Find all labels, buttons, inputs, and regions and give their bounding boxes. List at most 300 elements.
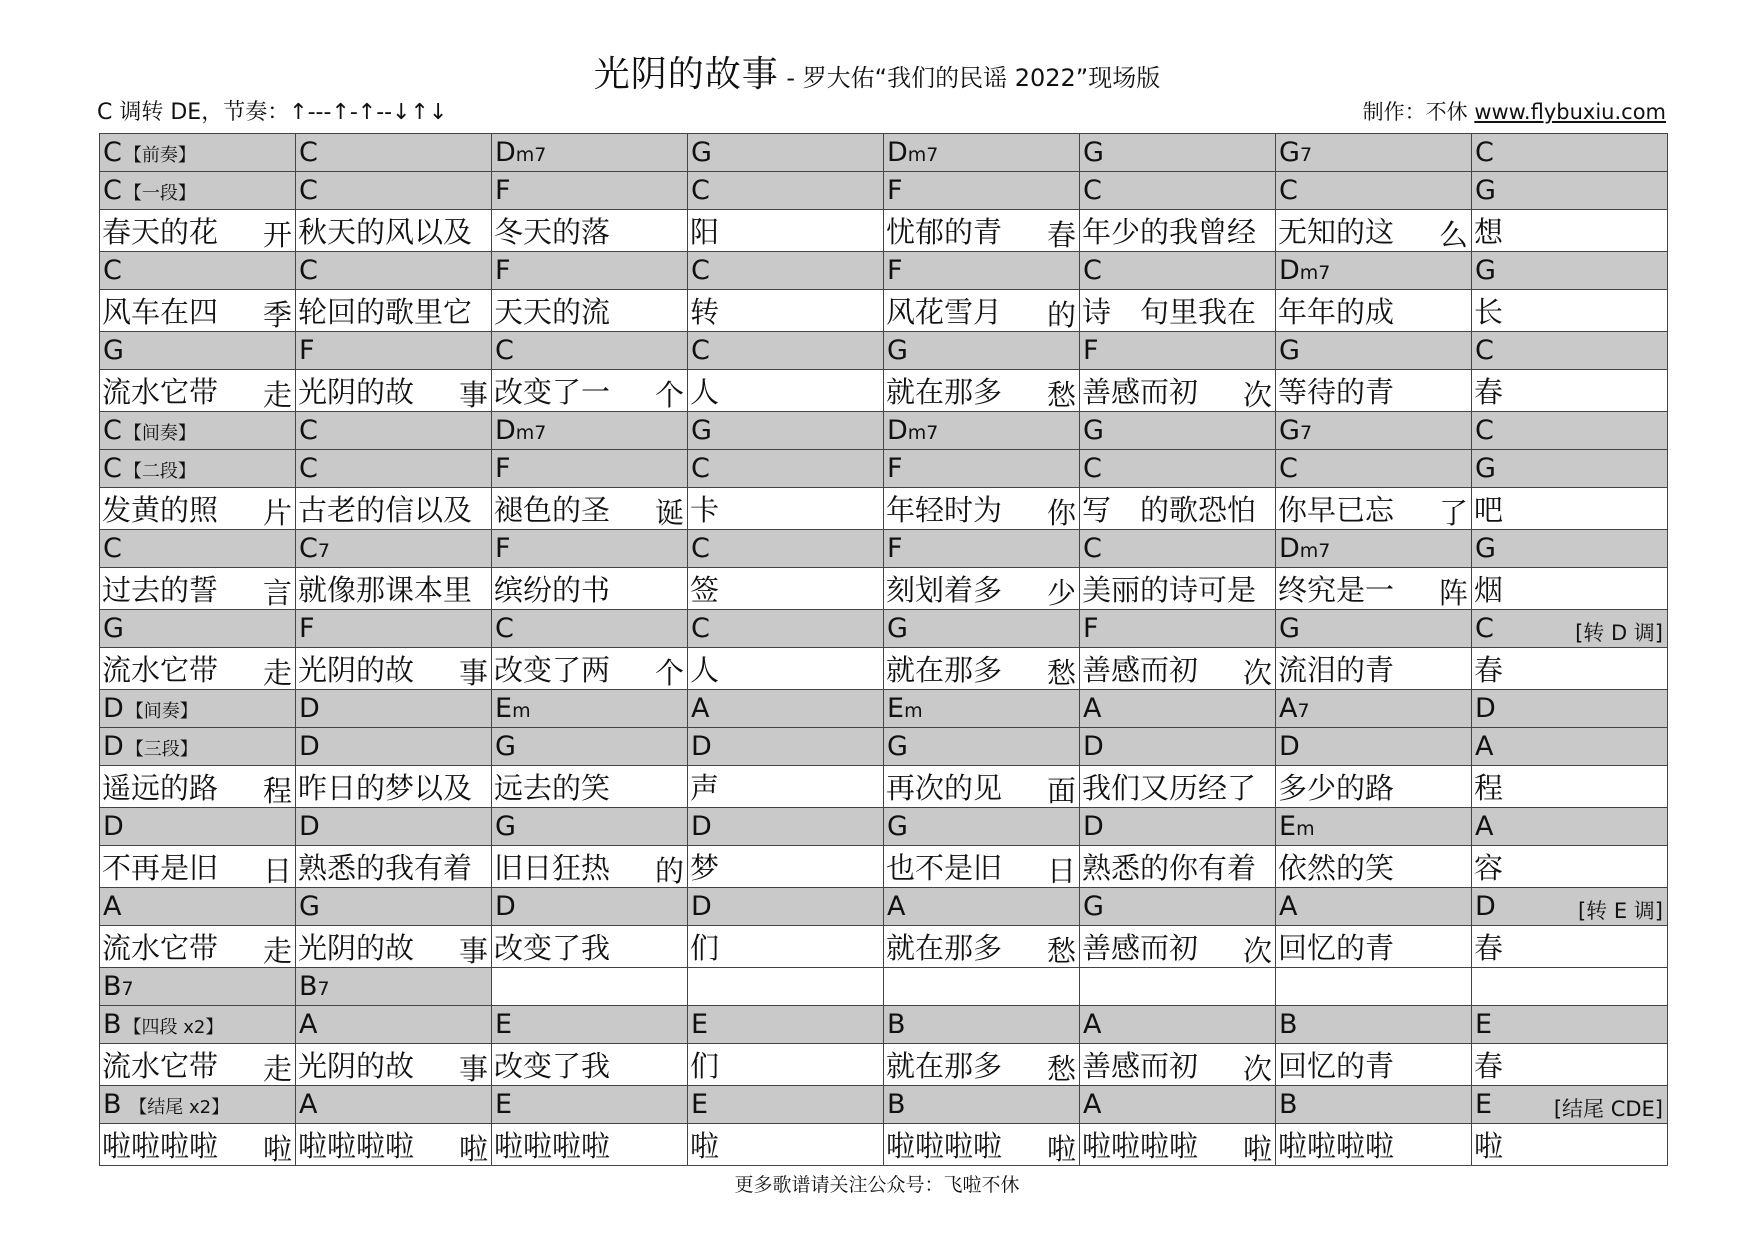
chord-cell <box>688 808 884 846</box>
lyric-text: 褪色的圣 <box>494 493 611 527</box>
chord-row <box>100 252 1668 290</box>
chord-root: C <box>1475 137 1494 168</box>
chord-cell <box>100 1006 296 1044</box>
lyric-tail: 事 <box>458 1052 488 1086</box>
lyric-cell <box>688 846 884 888</box>
chord-cell <box>100 172 296 210</box>
chord-root: A <box>299 1089 318 1120</box>
lyric-cell <box>1080 210 1276 252</box>
lyric-text: 天天的流 <box>494 295 611 329</box>
lyric-cell <box>1080 1124 1276 1166</box>
lyric-text: 梦 <box>690 851 720 885</box>
chord-cell <box>884 690 1080 728</box>
lyric-cell <box>296 370 492 412</box>
chord-cell <box>100 610 296 648</box>
lyric-text: 流水它带 <box>102 931 219 965</box>
chord-cell <box>296 690 492 728</box>
chord-root: C <box>299 255 318 286</box>
lyric-text: 也不是旧 <box>886 851 1003 885</box>
lyric-tail: 诞 <box>654 496 684 530</box>
chord-cell <box>1472 610 1668 648</box>
chord-row <box>100 412 1668 450</box>
lyric-cell <box>100 648 296 690</box>
lyric-text: 缤纷的书 <box>494 573 611 607</box>
chord-root: A <box>1475 731 1494 762</box>
chord-root: D <box>1475 891 1496 922</box>
chord-root: D <box>1279 731 1300 762</box>
chord-cell <box>1080 888 1276 926</box>
chord-root: G <box>887 731 908 762</box>
chord-root: C <box>1083 255 1102 286</box>
lyric-text: 烟 <box>1474 573 1504 607</box>
lyric-text: 年年的成 <box>1278 295 1395 329</box>
chord-cell <box>688 1006 884 1044</box>
chord-cell <box>884 808 1080 846</box>
lyric-text: 多少的路 <box>1278 771 1395 805</box>
lyric-text: 秋天的风以及 <box>298 215 473 249</box>
chord-root: C <box>691 175 710 206</box>
lyric-text: 就在那多 <box>886 375 1003 409</box>
lyric-cell <box>1472 568 1668 610</box>
chord-root: D <box>299 731 320 762</box>
lyric-cell <box>884 568 1080 610</box>
chord-cell <box>100 1086 296 1124</box>
lyric-text: 过去的誓 <box>102 573 219 607</box>
lyric-text: 古老的信以及 <box>298 493 473 527</box>
chord-root: G <box>103 335 124 366</box>
chord-root: E <box>495 1009 513 1040</box>
lyric-row <box>100 648 1668 690</box>
chord-cell <box>1276 1086 1472 1124</box>
chord-root: C <box>1475 335 1494 366</box>
chord-root: F <box>887 255 903 286</box>
chord-root: G <box>1083 891 1104 922</box>
lyric-cell <box>688 926 884 968</box>
lyric-tail: 事 <box>458 934 488 968</box>
lyric-cell <box>884 766 1080 808</box>
song-title-line <box>0 46 1754 95</box>
chord-root: C <box>299 415 318 446</box>
chord-quality: m <box>1296 818 1315 840</box>
lyric-text: 春 <box>1474 653 1504 687</box>
chord-root: D <box>691 891 712 922</box>
lyric-text: 改变了我 <box>494 931 611 965</box>
chord-root: C <box>691 255 710 286</box>
chord-root: A <box>103 891 122 922</box>
lyric-text: 流水它带 <box>102 1049 219 1083</box>
lyric-text: 冬天的落 <box>494 215 611 249</box>
chord-cell <box>1472 808 1668 846</box>
lyric-cell <box>688 766 884 808</box>
chord-cell <box>1080 530 1276 568</box>
lyric-text: 签 <box>690 573 720 607</box>
lyric-text: 们 <box>690 931 720 965</box>
lyric-cell <box>688 488 884 530</box>
chord-root: C <box>299 175 318 206</box>
chord-cell <box>296 888 492 926</box>
chord-root: D <box>1083 811 1104 842</box>
lyric-cell <box>884 1044 1080 1086</box>
chord-cell <box>1276 332 1472 370</box>
lyric-cell <box>688 568 884 610</box>
lyric-cell <box>1276 488 1472 530</box>
lyric-tail: 阵 <box>1438 576 1468 610</box>
lyric-tail: 么 <box>1438 218 1468 252</box>
lyric-cell <box>1276 1044 1472 1086</box>
chord-root: C <box>1083 453 1102 484</box>
chord-cell <box>1080 172 1276 210</box>
lyric-text: 啦啦啦啦 <box>1082 1129 1199 1163</box>
lyric-cell <box>1276 1124 1472 1166</box>
lyric-text: 容 <box>1474 851 1504 885</box>
lyric-text: 熟悉的我有着 <box>298 851 473 885</box>
lyric-tail: 你 <box>1046 496 1076 530</box>
chord-quality: m7 <box>907 422 939 444</box>
lyric-tail: 的 <box>1046 298 1076 332</box>
lyric-cell <box>1080 370 1276 412</box>
chord-row <box>100 1006 1668 1044</box>
lyric-text: 改变了一 <box>494 375 611 409</box>
chord-cell <box>492 690 688 728</box>
chord-root: C <box>1279 453 1298 484</box>
lyric-text: 啦 <box>690 1129 720 1163</box>
chord-cell <box>1472 968 1668 1006</box>
lyric-text: 春 <box>1474 931 1504 965</box>
lyric-cell <box>1276 766 1472 808</box>
chord-root: G <box>1083 137 1104 168</box>
chord-cell <box>1472 690 1668 728</box>
chord-root: E <box>887 693 905 724</box>
chord-cell <box>1080 332 1276 370</box>
chord-cell <box>1080 134 1276 172</box>
chord-root: C <box>691 453 710 484</box>
lyric-cell <box>492 210 688 252</box>
song-title: 光阴的故事 <box>593 54 779 95</box>
key-rhythm-info: C 调转 DE，节奏：↑---↑-↑--↓↑↓ <box>97 100 448 125</box>
key-change-note: [结尾 CDE] <box>1553 1097 1663 1121</box>
chord-root: C <box>103 453 122 484</box>
chord-root: G <box>887 613 908 644</box>
chord-root: C <box>691 533 710 564</box>
chord-root: G <box>1475 453 1496 484</box>
lyric-tail: 日 <box>262 854 292 888</box>
chord-root: C <box>1279 175 1298 206</box>
chord-cell <box>100 530 296 568</box>
chord-root: B <box>103 971 122 1002</box>
lyric-row <box>100 370 1668 412</box>
lyric-cell <box>100 926 296 968</box>
lyric-text: 美丽的诗可是 <box>1082 573 1257 607</box>
lyric-text: 啦啦啦啦 <box>886 1129 1003 1163</box>
chord-cell <box>1472 728 1668 766</box>
chord-root: D <box>691 811 712 842</box>
chord-cell <box>100 690 296 728</box>
chord-root: C <box>103 137 122 168</box>
lyric-cell <box>492 1044 688 1086</box>
chord-root: G <box>1083 415 1104 446</box>
chord-root: C <box>299 137 318 168</box>
chord-quality: m7 <box>515 144 547 166</box>
chord-root: G <box>1475 533 1496 564</box>
lyric-cell <box>296 568 492 610</box>
chord-root: F <box>495 533 511 564</box>
lyric-cell <box>296 926 492 968</box>
lyric-text: 旧日狂热 <box>494 851 611 885</box>
lyric-tail: 程 <box>262 774 292 808</box>
lyric-cell <box>884 926 1080 968</box>
chord-root: D <box>495 891 516 922</box>
key-change-note: [转 E 调] <box>1577 899 1663 923</box>
lyric-text: 转 <box>690 295 720 329</box>
chord-row <box>100 690 1668 728</box>
chord-root: A <box>299 1009 318 1040</box>
lyric-text: 程 <box>1474 771 1504 805</box>
chord-root: D <box>495 137 516 168</box>
chord-cell <box>1472 412 1668 450</box>
chord-cell <box>296 1006 492 1044</box>
lyric-text: 啦啦啦啦 <box>494 1129 611 1163</box>
lyric-text: 改变了我 <box>494 1049 611 1083</box>
lyric-cell <box>1472 766 1668 808</box>
chord-cell <box>1080 690 1276 728</box>
chord-cell <box>1080 1086 1276 1124</box>
lyric-cell <box>1080 648 1276 690</box>
lyric-cell <box>296 488 492 530</box>
chord-root: G <box>495 731 516 762</box>
chord-cell <box>492 888 688 926</box>
chord-cell <box>296 450 492 488</box>
chord-root: C <box>299 453 318 484</box>
lyric-text: 春 <box>1474 1049 1504 1083</box>
chord-root: A <box>1083 1089 1102 1120</box>
chord-cell <box>296 728 492 766</box>
chord-cell <box>492 1006 688 1044</box>
chord-root: G <box>1279 613 1300 644</box>
chord-row <box>100 134 1668 172</box>
chord-root: E <box>495 693 513 724</box>
chord-root: C <box>103 255 122 286</box>
chord-root: G <box>1279 415 1300 446</box>
chord-cell <box>688 968 884 1006</box>
chord-cell <box>884 728 1080 766</box>
chord-quality: 7 <box>317 540 330 562</box>
chord-cell <box>884 968 1080 1006</box>
lyric-cell <box>100 1044 296 1086</box>
song-subtitle: - 罗大佑“我们的民谣 2022”现场版 <box>778 64 1161 92</box>
chord-cell <box>1276 808 1472 846</box>
chord-cell <box>688 530 884 568</box>
lyric-cell <box>296 648 492 690</box>
lyric-cell <box>884 210 1080 252</box>
lyric-row <box>100 290 1668 332</box>
lyric-cell <box>1276 846 1472 888</box>
lyric-cell <box>884 290 1080 332</box>
lyric-text: 啦 <box>1474 1129 1504 1163</box>
chord-cell <box>1472 888 1668 926</box>
chord-cell <box>1080 1006 1276 1044</box>
chord-root: C <box>1083 533 1102 564</box>
chord-root: E <box>1475 1089 1493 1120</box>
lyric-row <box>100 846 1668 888</box>
lyric-text: 春天的花 <box>102 215 219 249</box>
chord-cell <box>1472 1006 1668 1044</box>
lyric-text: 人 <box>690 653 720 687</box>
lyric-tail: 言 <box>262 576 292 610</box>
chord-row <box>100 728 1668 766</box>
lyric-text: 无知的这 <box>1278 215 1395 249</box>
lyric-cell <box>1080 568 1276 610</box>
chord-root: G <box>1279 335 1300 366</box>
lyric-text: 写 的歌恐怕 <box>1082 493 1257 527</box>
lyric-cell <box>492 648 688 690</box>
lyric-text: 就在那多 <box>886 1049 1003 1083</box>
chord-root: G <box>1475 255 1496 286</box>
lyric-tail: 季 <box>262 298 292 332</box>
lyric-tail: 啦 <box>1046 1132 1076 1166</box>
lyric-cell <box>1472 926 1668 968</box>
lyric-row <box>100 1044 1668 1086</box>
chord-cell <box>492 968 688 1006</box>
lyric-cell <box>1472 648 1668 690</box>
chord-root: G <box>1475 175 1496 206</box>
lyric-cell <box>884 648 1080 690</box>
chord-root: F <box>887 533 903 564</box>
lyric-cell <box>688 648 884 690</box>
chord-cell <box>296 530 492 568</box>
lyric-cell <box>100 370 296 412</box>
chord-row <box>100 968 1668 1006</box>
chord-root: C <box>1475 415 1494 446</box>
chord-root: G <box>299 891 320 922</box>
lyric-tail: 次 <box>1242 656 1272 690</box>
chord-quality: m <box>512 700 531 722</box>
chord-root: D <box>887 137 908 168</box>
chord-root: G <box>495 811 516 842</box>
lyric-row <box>100 766 1668 808</box>
chord-cell <box>688 172 884 210</box>
lyric-text: 你早已忘 <box>1278 493 1395 527</box>
chord-root: B <box>103 1089 122 1120</box>
chord-root: C <box>299 533 318 564</box>
chord-cell <box>1276 172 1472 210</box>
lyric-cell <box>100 488 296 530</box>
chord-cell <box>884 332 1080 370</box>
chord-quality: m7 <box>1299 540 1331 562</box>
lyric-cell <box>1080 926 1276 968</box>
chord-cell <box>296 1086 492 1124</box>
chord-root: E <box>691 1089 709 1120</box>
chord-cell <box>100 888 296 926</box>
lyric-cell <box>1080 488 1276 530</box>
lyric-cell <box>688 1044 884 1086</box>
chord-cell <box>688 690 884 728</box>
lyric-tail: 愁 <box>1046 1052 1076 1086</box>
chord-cell <box>296 172 492 210</box>
lyric-cell <box>492 370 688 412</box>
chord-root: D <box>299 693 320 724</box>
chord-root: G <box>887 811 908 842</box>
lyric-tail: 次 <box>1242 1052 1272 1086</box>
chord-cell <box>492 1086 688 1124</box>
lyric-cell <box>1080 846 1276 888</box>
lyric-tail: 次 <box>1242 378 1272 412</box>
chord-root: C <box>495 613 514 644</box>
lyric-tail: 春 <box>1046 218 1076 252</box>
chord-cell <box>688 888 884 926</box>
lyric-cell <box>1472 1124 1668 1166</box>
chord-root: E <box>1475 1009 1493 1040</box>
lyric-cell <box>100 210 296 252</box>
chord-root: E <box>1279 811 1297 842</box>
chord-root: F <box>495 453 511 484</box>
lyric-text: 善感而初 <box>1082 653 1199 687</box>
chord-root: D <box>1083 731 1104 762</box>
lyric-tail: 啦 <box>458 1132 488 1166</box>
website-link[interactable]: www.flybuxiu.com <box>1474 100 1666 124</box>
chord-root: F <box>1083 613 1099 644</box>
lyric-cell <box>1276 926 1472 968</box>
chord-cell <box>492 610 688 648</box>
lyric-tail: 走 <box>262 656 292 690</box>
chord-cell <box>1276 450 1472 488</box>
chord-cell <box>296 332 492 370</box>
chord-root: D <box>887 415 908 446</box>
lyric-cell <box>884 488 1080 530</box>
chord-row <box>100 450 1668 488</box>
lyric-tail: 少 <box>1046 576 1076 610</box>
credit-line <box>1363 96 1666 126</box>
lyric-cell <box>100 568 296 610</box>
lyric-cell <box>1472 210 1668 252</box>
chord-row <box>100 888 1668 926</box>
lyric-text: 年少的我曾经 <box>1082 215 1257 249</box>
lyric-cell <box>884 1124 1080 1166</box>
lyric-row <box>100 1124 1668 1166</box>
chord-cell <box>100 808 296 846</box>
chord-cell <box>1080 808 1276 846</box>
chord-root: A <box>1083 693 1102 724</box>
section-label: 【间奏】 <box>125 701 198 722</box>
lyric-text: 诗 句里我在 <box>1082 295 1257 329</box>
lyric-text: 春 <box>1474 375 1504 409</box>
lyric-cell <box>296 1044 492 1086</box>
chord-cell <box>1472 450 1668 488</box>
chord-cell <box>492 530 688 568</box>
chord-quality: 7 <box>1299 422 1313 444</box>
lyric-text: 流水它带 <box>102 375 219 409</box>
lyric-text: 光阴的故 <box>298 653 415 687</box>
lyric-text: 光阴的故 <box>298 1049 415 1083</box>
lyric-text: 声 <box>690 771 720 805</box>
chord-cell <box>688 450 884 488</box>
chord-cell <box>1276 728 1472 766</box>
lyric-text: 就像那课本里 <box>298 573 473 607</box>
lyric-row <box>100 926 1668 968</box>
lyric-tail: 愁 <box>1046 378 1076 412</box>
lyric-tail: 了 <box>1438 496 1468 530</box>
lyric-cell <box>296 766 492 808</box>
lyric-text: 忧郁的青 <box>886 215 1003 249</box>
lyric-text: 善感而初 <box>1082 1049 1199 1083</box>
lyric-cell <box>1276 290 1472 332</box>
chord-cell <box>1276 252 1472 290</box>
lyric-tail: 啦 <box>1242 1132 1272 1166</box>
lyric-text: 回忆的青 <box>1278 931 1395 965</box>
chord-cell <box>1276 530 1472 568</box>
section-label: 【一段】 <box>123 183 196 204</box>
lyric-text: 长 <box>1474 295 1504 329</box>
chord-cell <box>1472 332 1668 370</box>
